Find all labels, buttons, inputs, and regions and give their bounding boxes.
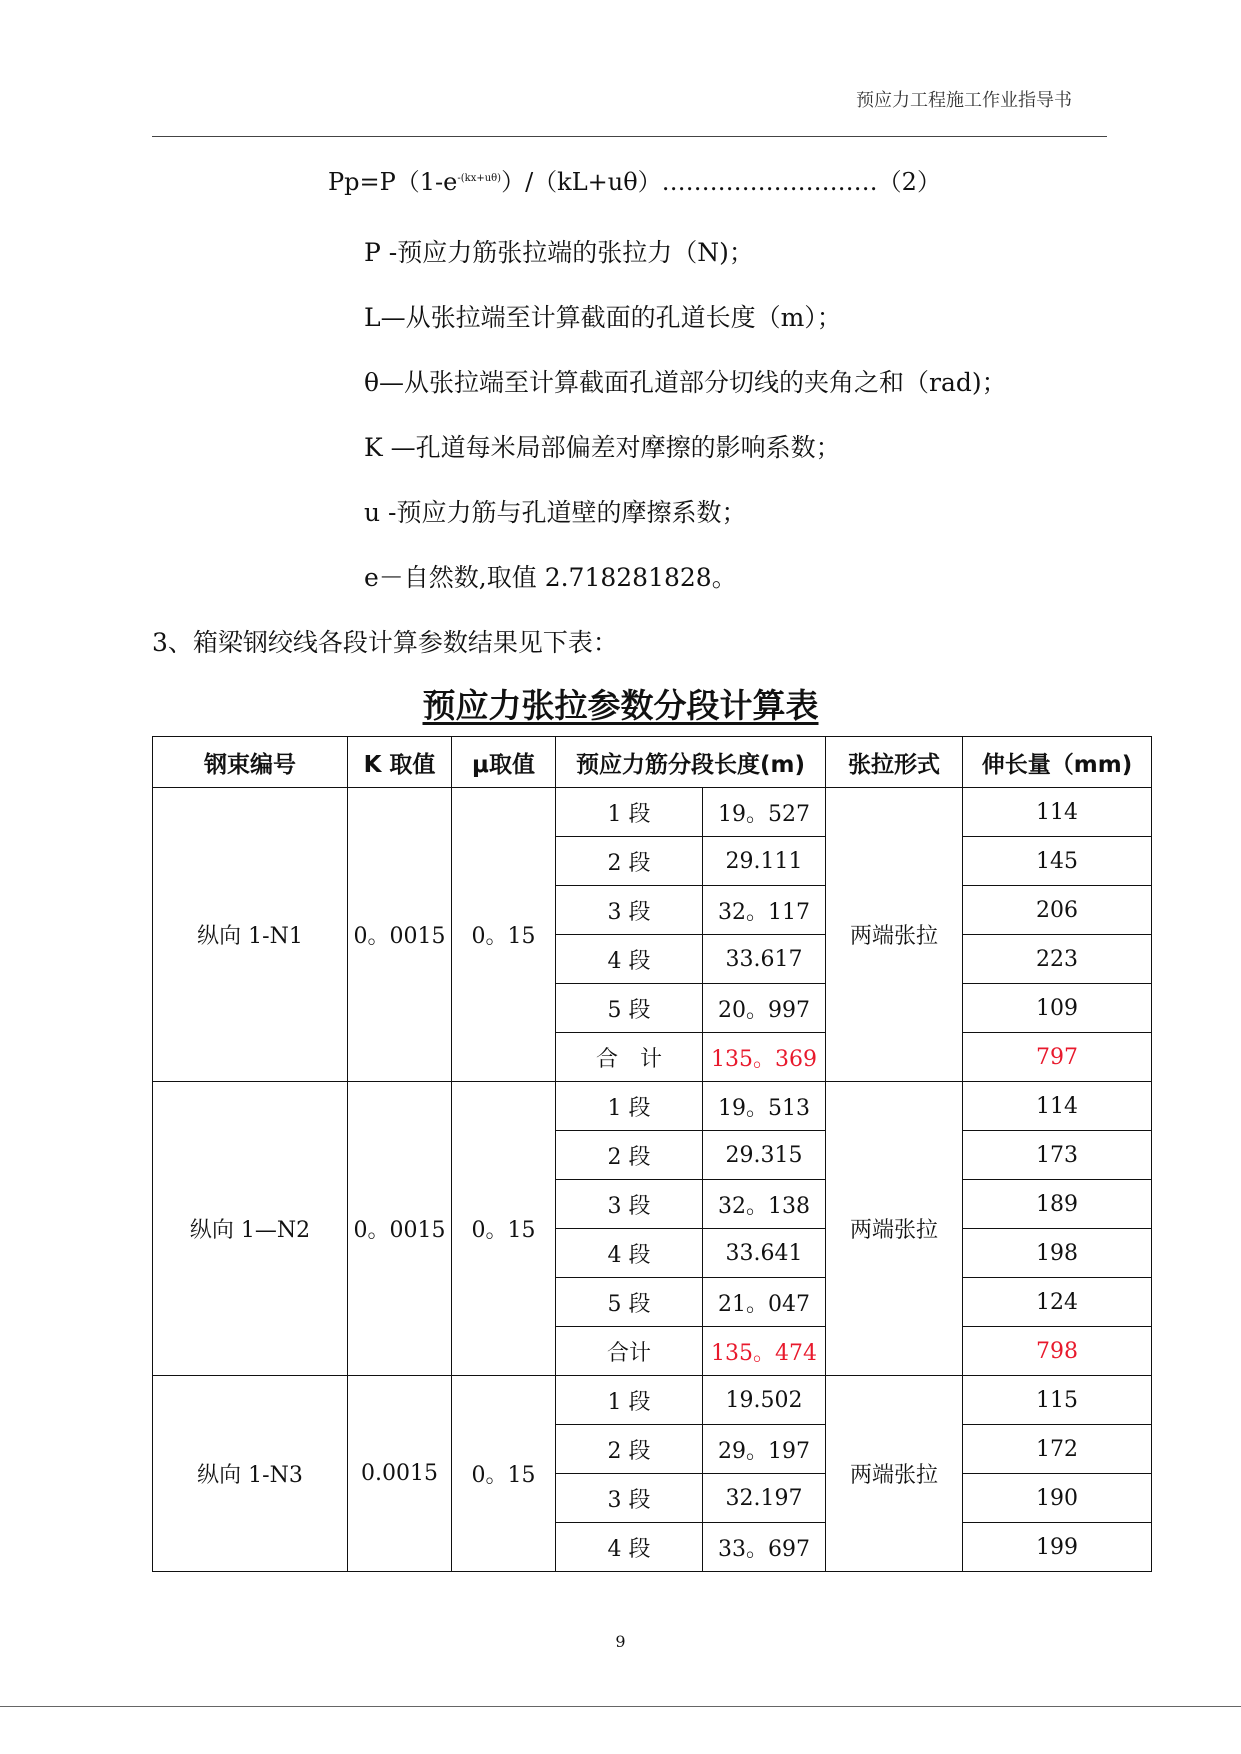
segment-length-cell: 21。047 — [703, 1278, 826, 1327]
definition-theta: θ—从张拉端至计算截面孔道部分切线的夹角之和（rad)； — [364, 368, 1007, 397]
tendon-id-cell: 纵向 1-N3 — [153, 1376, 348, 1572]
segment-label-cell: 1 段 — [556, 1376, 703, 1425]
elongation-cell: 798 — [963, 1327, 1152, 1376]
elongation-cell: 199 — [963, 1523, 1152, 1572]
friction-loss-formula — [328, 162, 941, 197]
header-elongation: 伸长量（mm) — [963, 737, 1152, 788]
table-row — [153, 1376, 1152, 1425]
definition-u: u -预应力筋与孔道壁的摩擦系数； — [364, 498, 747, 527]
elongation-cell: 189 — [963, 1180, 1152, 1229]
formula-right: ）/（kL+uθ）………………………（2） — [501, 168, 941, 196]
segment-length-cell: 33.641 — [703, 1229, 826, 1278]
tendon-id-cell: 纵向 1—N2 — [153, 1082, 348, 1376]
elongation-cell: 797 — [963, 1033, 1152, 1082]
elongation-cell: 124 — [963, 1278, 1152, 1327]
segment-length-cell: 32.197 — [703, 1474, 826, 1523]
header-k-value: K 取值 — [348, 737, 452, 788]
segment-label-cell: 3 段 — [556, 1474, 703, 1523]
segment-label-cell: 5 段 — [556, 984, 703, 1033]
k-value-cell: 0。0015 — [348, 788, 452, 1082]
definition-l: L—从张拉端至计算截面的孔道长度（m）； — [364, 303, 842, 332]
table-row — [153, 788, 1152, 837]
segment-label-cell: 1 段 — [556, 788, 703, 837]
segment-label-cell: 4 段 — [556, 935, 703, 984]
segment-label-cell: 3 段 — [556, 1180, 703, 1229]
formula-left: Pp=P（1-e — [328, 168, 458, 196]
elongation-cell: 145 — [963, 837, 1152, 886]
k-value-cell: 0.0015 — [348, 1376, 452, 1572]
segment-length-cell: 135。369 — [703, 1033, 826, 1082]
elongation-cell: 114 — [963, 1082, 1152, 1131]
table-title: 预应力张拉参数分段计算表 — [422, 686, 819, 725]
segment-length-cell: 20。997 — [703, 984, 826, 1033]
tension-form-cell: 两端张拉 — [826, 1082, 963, 1376]
segment-length-cell: 29.111 — [703, 837, 826, 886]
segment-length-cell: 19。513 — [703, 1082, 826, 1131]
segment-length-cell: 33.617 — [703, 935, 826, 984]
elongation-cell: 109 — [963, 984, 1152, 1033]
header-tendon-id: 钢束编号 — [153, 737, 348, 788]
definition-p: P -预应力筋张拉端的张拉力（N)； — [364, 238, 754, 267]
segment-label-cell: 合 计 — [556, 1033, 703, 1082]
segment-label-cell: 2 段 — [556, 1131, 703, 1180]
section-intro: 3、箱梁钢绞线各段计算参数结果见下表： — [152, 628, 618, 657]
segment-label-cell: 2 段 — [556, 837, 703, 886]
segment-length-cell: 29。197 — [703, 1425, 826, 1474]
header-segment-length: 预应力筋分段长度(m) — [556, 737, 826, 788]
tension-parameter-table — [152, 736, 1152, 1572]
tension-form-cell: 两端张拉 — [826, 1376, 963, 1572]
page-header-title: 预应力工程施工作业指导书 — [856, 90, 1072, 111]
segment-length-cell: 19。527 — [703, 788, 826, 837]
segment-length-cell: 135。474 — [703, 1327, 826, 1376]
formula-exponent: -(kx+uθ) — [457, 173, 502, 184]
segment-label-cell: 2 段 — [556, 1425, 703, 1474]
elongation-cell: 173 — [963, 1131, 1152, 1180]
header-divider — [152, 136, 1107, 137]
segment-length-cell: 32。138 — [703, 1180, 826, 1229]
segment-label-cell: 1 段 — [556, 1082, 703, 1131]
segment-label-cell: 5 段 — [556, 1278, 703, 1327]
segment-length-cell: 29.315 — [703, 1131, 826, 1180]
elongation-cell: 223 — [963, 935, 1152, 984]
k-value-cell: 0。0015 — [348, 1082, 452, 1376]
definition-k: K —孔道每米局部偏差对摩擦的影响系数； — [364, 433, 841, 462]
elongation-cell: 206 — [963, 886, 1152, 935]
mu-value-cell: 0。15 — [452, 1082, 556, 1376]
tension-form-cell: 两端张拉 — [826, 788, 963, 1082]
footer-divider — [0, 1706, 1241, 1707]
header-tension-form: 张拉形式 — [826, 737, 963, 788]
elongation-cell: 190 — [963, 1474, 1152, 1523]
header-mu-value: μ取值 — [452, 737, 556, 788]
elongation-cell: 115 — [963, 1376, 1152, 1425]
segment-label-cell: 3 段 — [556, 886, 703, 935]
elongation-cell: 172 — [963, 1425, 1152, 1474]
table-row — [153, 1082, 1152, 1131]
elongation-cell: 114 — [963, 788, 1152, 837]
segment-label-cell: 4 段 — [556, 1523, 703, 1572]
segment-label-cell: 4 段 — [556, 1229, 703, 1278]
mu-value-cell: 0。15 — [452, 1376, 556, 1572]
definition-e: e－自然数,取值 2.718281828。 — [364, 563, 737, 592]
tendon-id-cell: 纵向 1-N1 — [153, 788, 348, 1082]
elongation-cell: 198 — [963, 1229, 1152, 1278]
segment-label-cell: 合计 — [556, 1327, 703, 1376]
segment-length-cell: 32。117 — [703, 886, 826, 935]
mu-value-cell: 0。15 — [452, 788, 556, 1082]
page-number: 9 — [615, 1632, 626, 1651]
segment-length-cell: 19.502 — [703, 1376, 826, 1425]
table-header-row — [153, 737, 1152, 788]
segment-length-cell: 33。697 — [703, 1523, 826, 1572]
